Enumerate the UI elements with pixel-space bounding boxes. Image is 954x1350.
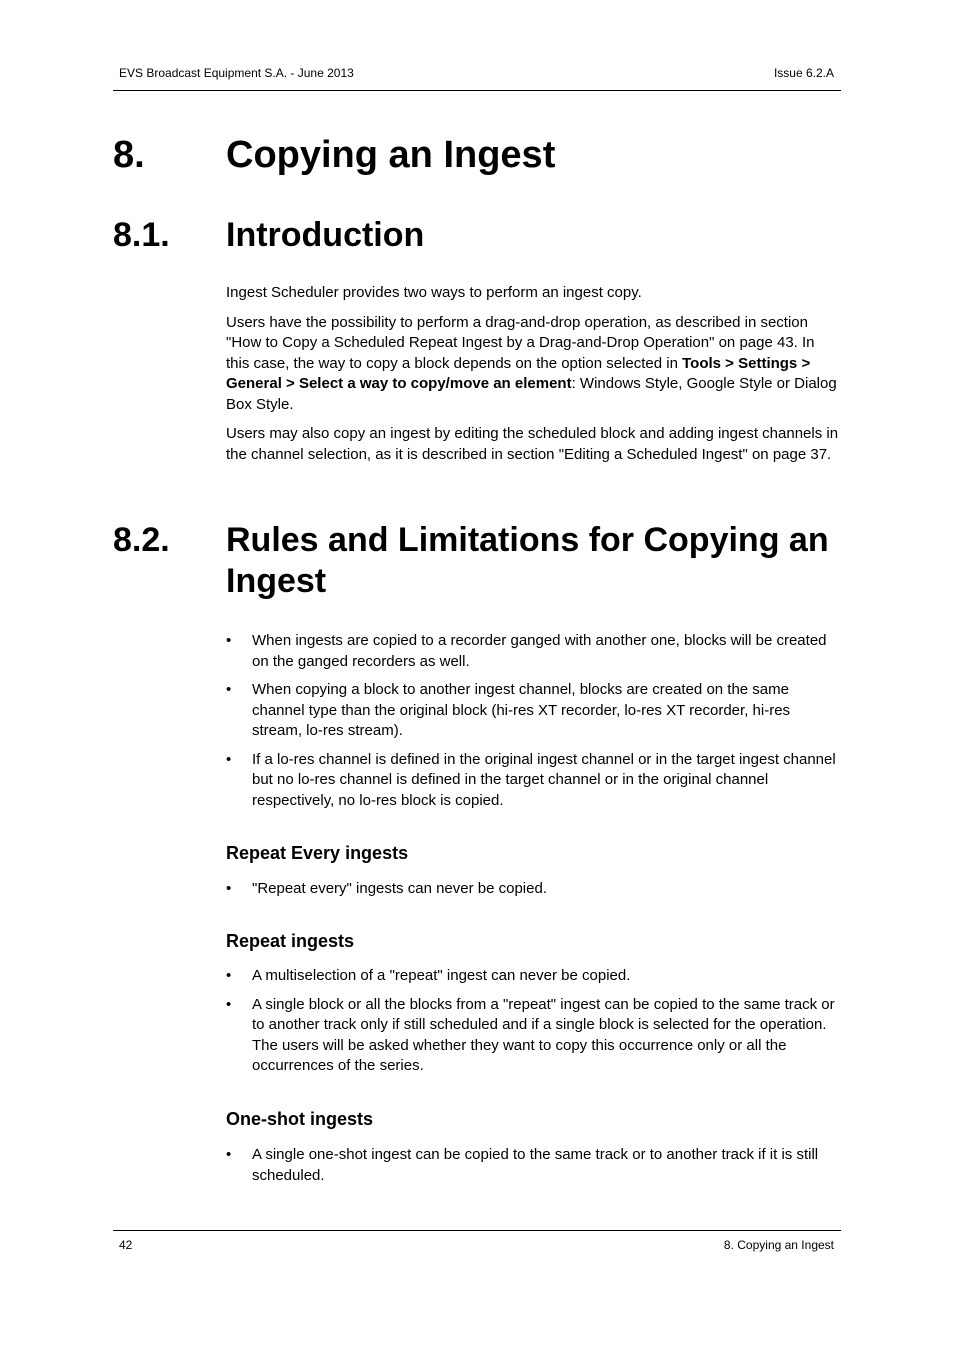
list-item: • "Repeat every" ingests can never be copied. xyxy=(226,879,842,900)
intro-paragraph-1: Ingest Scheduler provides two ways to perform an ingest copy. xyxy=(226,284,642,301)
bullet: • xyxy=(226,880,232,897)
intro-paragraph-2: Users have the possibility to perform a drag-and-drop operation, as described in section "How to Copy a Scheduled Repeat Ingest by a Drag-and-Drop Operation" on page 43. In this case, the way to copy a block depends on the option selected in Tools > Settings > General > Select a way to copy/move an element: Windows Style, Google Style or Dialog Box Style. xyxy=(226,313,837,413)
bullet: • xyxy=(226,750,232,768)
intro-paragraph-3: Users may also copy an ingest by editing the scheduled block and adding ingest channels in the channel selection, as it is described in section "Editing a Scheduled Ingest" on page 37. xyxy=(226,425,839,463)
bullet: • xyxy=(226,995,232,1013)
subheading-repeat-every: Repeat Every ingests xyxy=(226,843,409,863)
page-number: 42 xyxy=(119,1238,133,1252)
bullet: • xyxy=(226,967,232,984)
list-item: • A single one-shot ingest can be copied to the same track or to another track if it is still scheduled. xyxy=(226,1146,819,1184)
section-number: 8.1. xyxy=(113,216,170,254)
bullet: • xyxy=(226,1146,232,1163)
menu-path: Tools > Settings > General > Select a way to copy/move an element xyxy=(226,354,811,392)
subheading-repeat: Repeat ingests xyxy=(226,931,355,951)
one-shot-list xyxy=(226,1145,842,1194)
footer-rule xyxy=(113,1230,841,1231)
section-title: Rules and Limitations for Copying an Ingest xyxy=(226,521,829,600)
header-issue: Issue 6.2.A xyxy=(773,66,834,80)
repeat-every-list xyxy=(226,879,842,908)
list-item: • When copying a block to another ingest channel, blocks are created on the same channel type than the original block (hi-res XT recorder, lo-res XT recorder, hi-res stream, lo-res stream). xyxy=(226,681,791,739)
list-item: • A single block or all the blocks from a "repeat" ingest can be copied to the same track or to another track only if still scheduled and if a single block is selected for the operation. The users will be asked whether they want to copy this occurrence only or all the occurrences of the series. xyxy=(226,995,835,1074)
chapter-title: Copying an Ingest xyxy=(226,134,556,176)
list-item: • A multiselection of a "repeat" ingest can never be copied. xyxy=(226,966,842,987)
header-rule xyxy=(113,90,841,91)
rules-list xyxy=(226,631,842,819)
list-item: • When ingests are copied to a recorder ganged with another one, blocks will be created on the ganged recorders as well. xyxy=(226,632,827,670)
list-item: • If a lo-res channel is defined in the original ingest channel or in the target ingest channel but no lo-res channel is defined in the target channel or in the original channel respectively, no lo-res block is copied. xyxy=(226,750,836,809)
bullet: • xyxy=(226,632,232,649)
introduction-body xyxy=(226,283,842,474)
chapter-number: 8. xyxy=(113,134,145,176)
header-publisher: EVS Broadcast Equipment S.A. - June 2013 xyxy=(119,66,354,80)
repeat-list xyxy=(226,966,842,1085)
section-number: 8.2. xyxy=(113,521,170,559)
footer-section: 8. Copying an Ingest xyxy=(723,1238,834,1252)
subheading-one-shot: One-shot ingests xyxy=(226,1109,374,1129)
section-title: Introduction xyxy=(226,216,425,254)
bullet: • xyxy=(226,681,232,698)
